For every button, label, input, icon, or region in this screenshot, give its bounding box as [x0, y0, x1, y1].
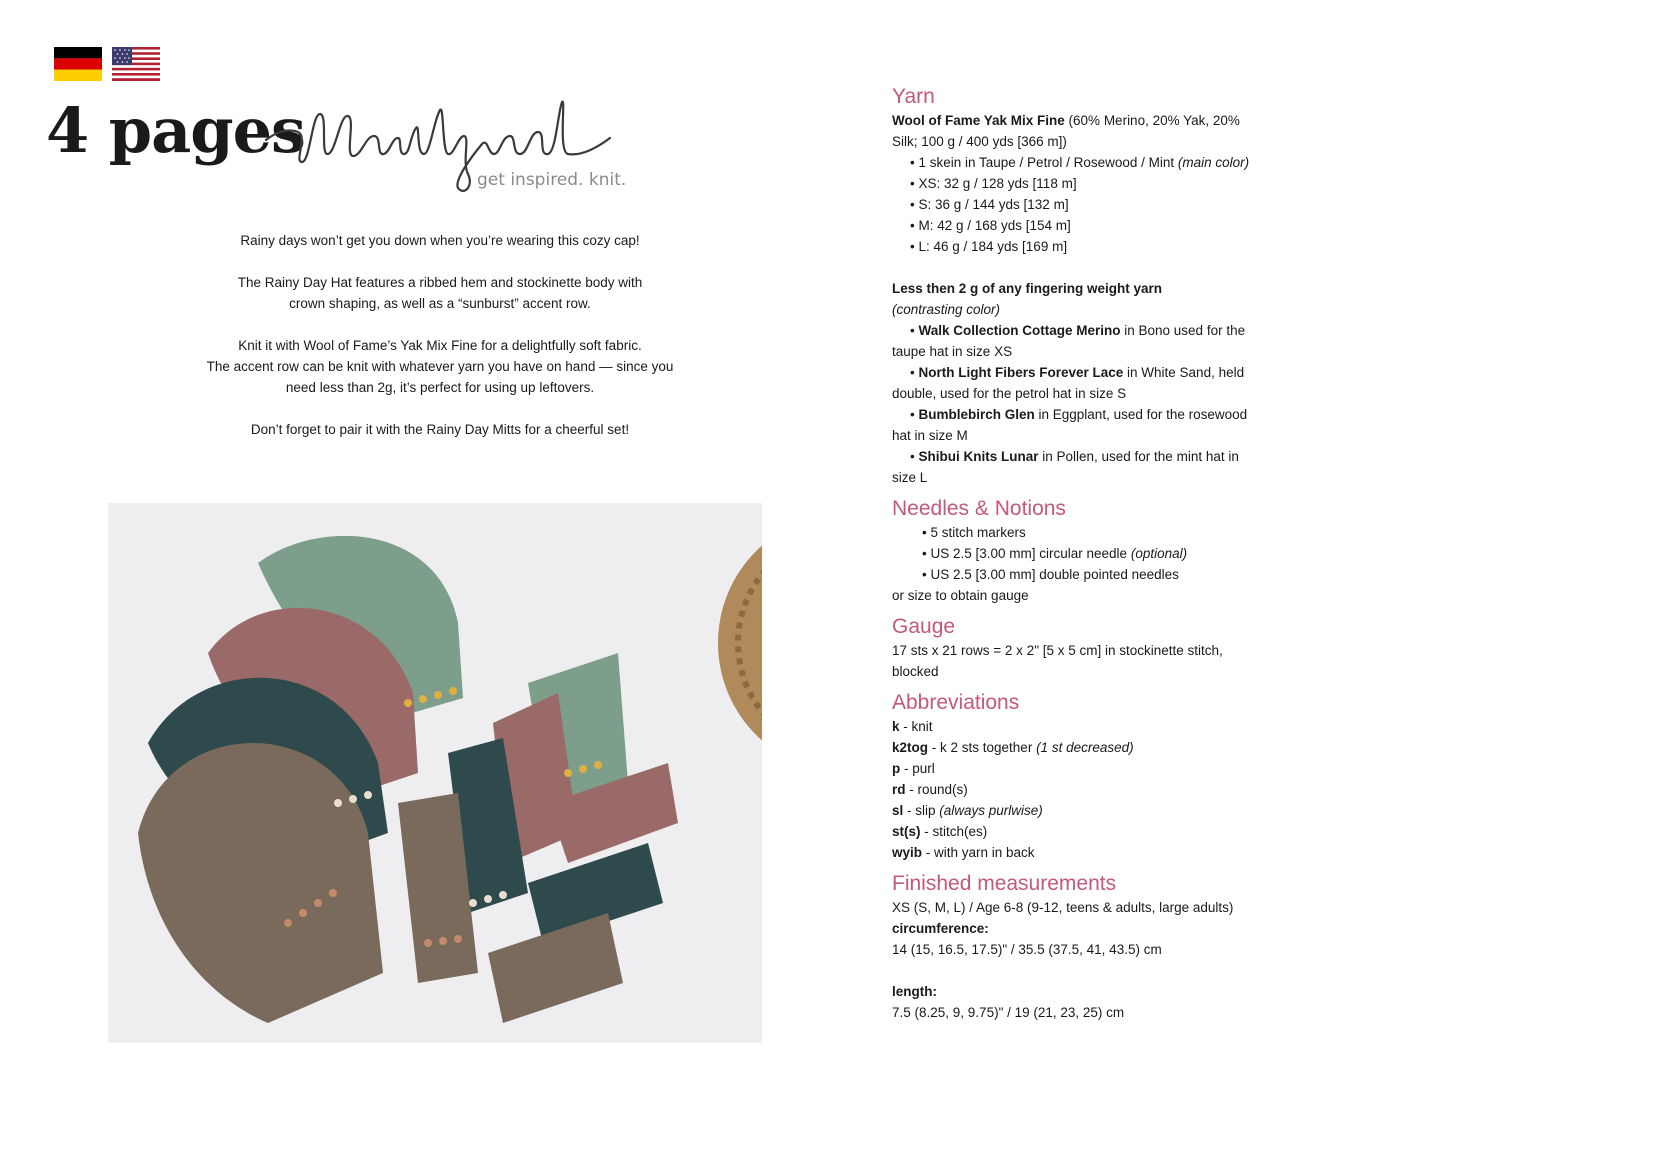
- measurements-section: [892, 871, 1252, 1023]
- section-title: Yarn: [892, 85, 935, 108]
- main-yarn: Wool of Fame Yak Mix Fine (60% Merino, 20% Yak, 20% Silk; 100 g / 400 yds [366 m]): [892, 113, 1240, 149]
- brand-tagline: get inspired. knit.: [477, 170, 627, 190]
- intro-paragraph: Knit it with Wool of Fame’s Yak Mix Fine for a delightfully soft fabric. The accent row can be knit with whatever yarn you have on hand — since you need less than 2g, it’s perfect for using up leftovers.: [206, 338, 674, 395]
- sizes-line: XS (S, M, L) / Age 6-8 (9-12, teens & adults, large adults): [892, 900, 1234, 915]
- yarn-section: [892, 84, 1252, 488]
- pattern-details: [892, 84, 1252, 1031]
- section-title: Finished measurements: [892, 872, 1117, 895]
- contrast-yarn-item: • Bumblebirch Glen in Eggplant, used for the rosewood hat in size M: [892, 407, 1248, 443]
- pages-label: 4 pages: [46, 94, 305, 167]
- abbreviation-item: rd - round(s): [892, 782, 968, 797]
- us-flag-icon[interactable]: [112, 47, 160, 81]
- intro-text: [170, 230, 710, 461]
- size-amount: • M: 42 g / 168 yds [154 m]: [910, 218, 1071, 233]
- length-label: length:: [892, 984, 937, 999]
- circumference-value: 14 (15, 16.5, 17.5)" / 35.5 (37.5, 41, 43.5) cm: [892, 942, 1162, 957]
- size-amount: • S: 36 g / 144 yds [132 m]: [910, 197, 1069, 212]
- size-amount: • L: 46 g / 184 yds [169 m]: [910, 239, 1068, 254]
- notion-item: • US 2.5 [3.00 mm] circular needle (optional): [922, 546, 1188, 561]
- intro-paragraph: Don’t forget to pair it with the Rainy Day Mitts for a cheerful set!: [250, 422, 630, 437]
- product-photo: [108, 503, 762, 1043]
- section-title: Abbreviations: [892, 691, 1020, 714]
- gauge-text: 17 sts x 21 rows = 2 x 2" [5 x 5 cm] in stockinette stitch, blocked: [892, 643, 1223, 679]
- abbreviation-item: p - purl: [892, 761, 935, 776]
- abbreviation-item: wyib - with yarn in back: [892, 845, 1035, 860]
- intro-paragraph: The Rainy Day Hat features a ribbed hem and stockinette body with crown shaping, as well as a “sunburst” accent row.: [237, 275, 643, 311]
- hats-and-mitts-illustration: [108, 503, 762, 1043]
- length-value: 7.5 (8.25, 9, 9.75)" / 19 (21, 23, 25) cm: [892, 1005, 1125, 1020]
- size-amount: • XS: 32 g / 128 yds [118 m]: [910, 176, 1077, 191]
- german-flag-icon[interactable]: [54, 47, 102, 81]
- needles-section: [892, 496, 1252, 606]
- contrast-yarn-item: • Shibui Knits Lunar in Pollen, used for the mint hat in size L: [892, 449, 1239, 485]
- notion-item: • US 2.5 [3.00 mm] double pointed needles: [922, 567, 1179, 582]
- abbreviations-section: [892, 690, 1252, 863]
- contrast-yarn-item: • North Light Fibers Forever Lace in White Sand, held double, used for the petrol hat in size S: [892, 365, 1245, 401]
- contrast-yarn-item: • Walk Collection Cottage Merino in Bono used for the taupe hat in size XS: [892, 323, 1246, 359]
- abbreviation-item: k - knit: [892, 719, 933, 734]
- gauge-section: [892, 614, 1252, 682]
- circumference-label: circumference:: [892, 921, 989, 936]
- intro-paragraph: Rainy days won’t get you down when you’re wearing this cozy cap!: [240, 233, 640, 248]
- section-title: Needles & Notions: [892, 497, 1066, 520]
- contrast-yarn-note: (contrasting color): [892, 302, 1001, 317]
- needle-footer: or size to obtain gauge: [892, 588, 1029, 603]
- abbreviation-item: sl - slip (always purlwise): [892, 803, 1043, 818]
- section-title: Gauge: [892, 615, 956, 638]
- abbreviation-item: k2tog - k 2 sts together (1 st decreased): [892, 740, 1134, 755]
- notion-item: • 5 stitch markers: [922, 525, 1026, 540]
- language-flags: [54, 47, 160, 81]
- skein-line: • 1 skein in Taupe / Petrol / Rosewood / Mint (main color): [910, 155, 1250, 170]
- abbreviation-item: st(s) - stitch(es): [892, 824, 988, 839]
- contrast-yarn-title: Less then 2 g of any fingering weight yarn: [892, 281, 1163, 296]
